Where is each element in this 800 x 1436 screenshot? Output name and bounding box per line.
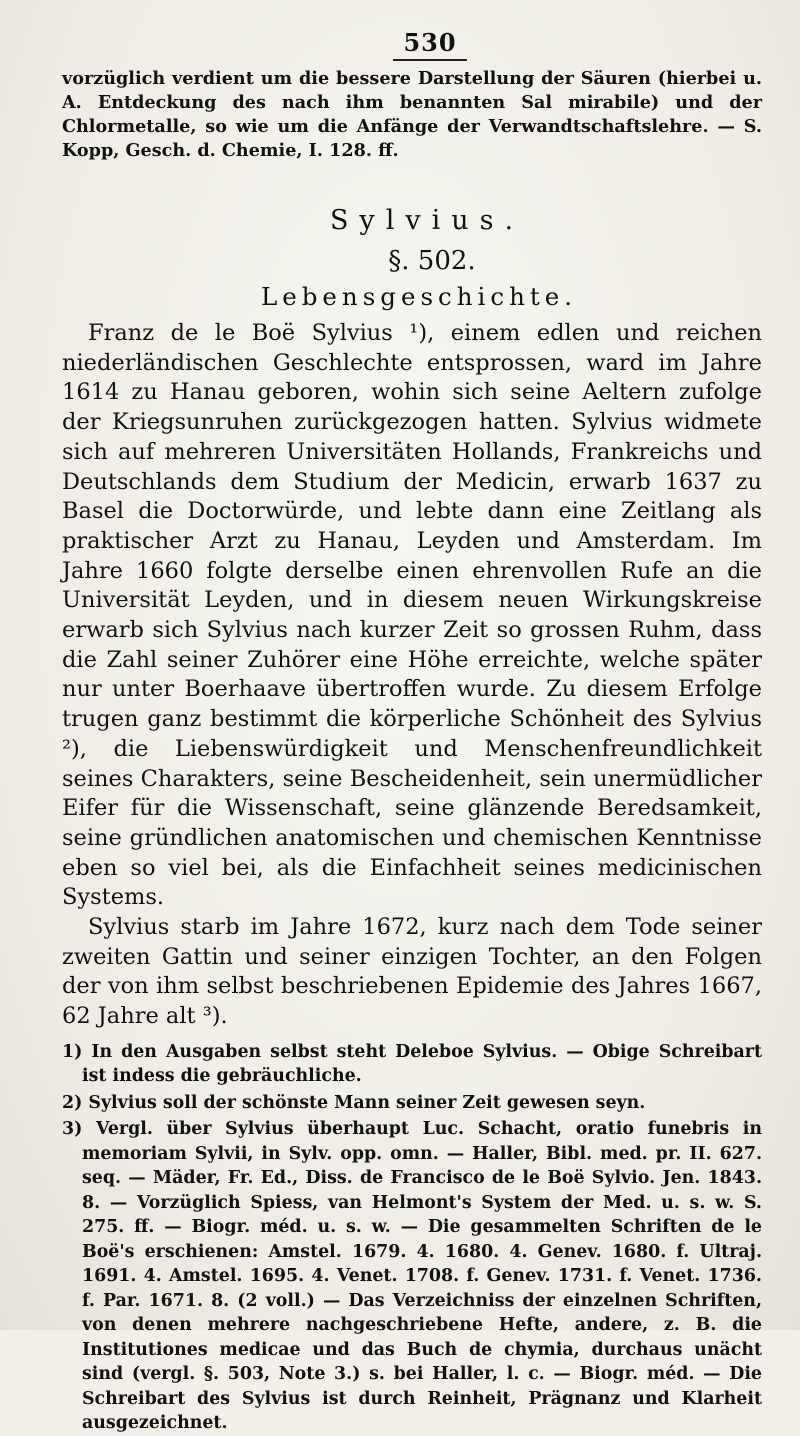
main-text <box>62 319 762 1032</box>
section-number: §. 502. <box>388 246 476 276</box>
paragraph-1: Franz de le Boë Sylvius ¹), einem edlen und reichen niederländischen Geschlechte entsprossen, ward im Jahre 1614 zu Hanau geboren, wohin sich seine Aeltern zufolge der Kriegsunruhen zurückgezogen hatten. Sylvius widmete sich auf mehreren Universitäten Hollands, Frankreichs und Deutschlands dem Studium der Medicin, erwarb 1637 zu Basel die Doctorwürde, und lebte dann eine Zeitlang als praktischer Arzt zu Hanau, Leyden und Amsterdam. Im Jahre 1660 folgte derselbe einen ehrenvollen Rufe an die Universität Leyden, und in diesem neuen Wirkungskreise erwarb sich Sylvius nach kurzer Zeit so grossen Ruhm, dass die Zahl seiner Zuhörer eine Höhe erreichte, welche später nur unter Boerhaave übertroffen wurde. Zu diesem Erfolge trugen ganz bestimmt die körperliche Schönheit des Sylvius ²), die Liebenswürdigkeit und Menschenfreundlichkeit seines Charakters, seine Bescheidenheit, sein unermüdlicher Eifer für die Wissenschaft, seine glänzende Beredsamkeit, seine gründlichen anatomischen und chemischen Kenntnisse eben so viel bei, als die Einfachheit seines medicinischen Systems. <box>62 320 762 911</box>
chapter-heading: Sylvius. <box>329 205 525 236</box>
carryover-text: vorzüglich verdient um die bessere Darstellung der Säuren (hierbei u. A. Entdeckung des nach ihm benannten Sal mirabile) und der Chlormetalle, so wie um die Anfänge der Verwandtschaftslehre. — S. Kopp, Gesch. d. Chemie, I. 128. ff. <box>62 68 762 161</box>
carryover-footnote <box>62 67 762 163</box>
page-number: 530 <box>62 28 762 57</box>
paragraph-2: Sylvius starb im Jahre 1672, kurz nach dem Tode seiner zweiten Gattin und seiner einzigen Tochter, an den Folgen der von ihm selbst beschriebenen Epidemie des Jahres 1667, 62 Jahre alt ³). <box>62 914 762 1030</box>
footnote-3: 3) Vergl. über Sylvius überhaupt Luc. Schacht, oratio funebris in memoriam Sylvii, in Sylv. opp. omn. — Haller, Bibl. med. pr. II. 627. seq. — Mäder, Fr. Ed., Diss. de Francisco de le Boë Sylvio. Jen. 1843. 8. — Vorzüglich Spiess, van Helmont's System der Med. u. s. w. S. 275. ff. — Biogr. méd. u. s. w. — Die gesammelten Schriften de le Boë's erschienen: Amstel. 1679. 4. 1680. 4. Genev. 1680. f. Ultraj. 1691. 4. Amstel. 1695. 4. Venet. 1708. f. Genev. 1731. f. Venet. 1736. f. Par. 1671. 8. (2 voll.) — Das Verzeichniss der einzelnen Schriften, von denen mehrere nachgeschriebene Hefte, andere, z. B. die Institutiones medicae und das Buch de chymia, durchaus unächt sind (vergl. §. 503, Note 3.) s. bei Haller, l. c. — Biogr. méd. — Die Schreibart des Sylvius ist durch Reinheit, Prägnanz und Klarheit ausgezeichnet. <box>62 1119 762 1434</box>
footnote-1: 1) In den Ausgaben selbst steht Deleboe Sylvius. — Obige Schreibart ist indess die gebräuchliche. <box>62 1041 762 1087</box>
footnote-2: 2) Sylvius soll der schönste Mann seiner Zeit gewesen seyn. <box>62 1092 646 1113</box>
footnotes <box>62 1040 762 1436</box>
section-title: Lebensgeschichte. <box>260 282 578 311</box>
